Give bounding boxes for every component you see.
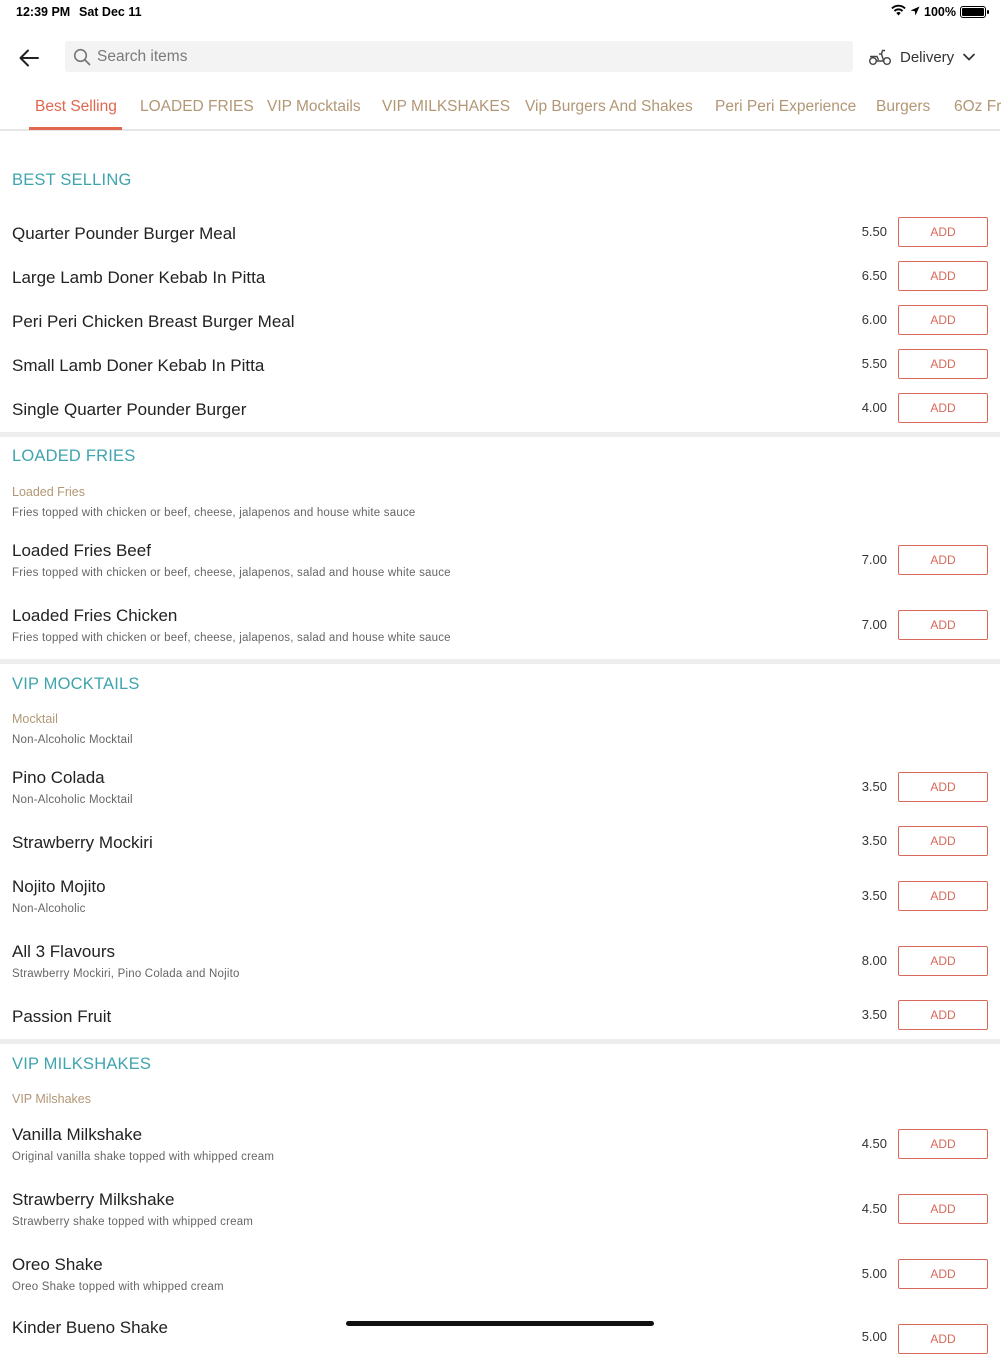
item-price: 5.00 [861, 1329, 887, 1344]
add-button[interactable]: ADD [898, 1324, 988, 1354]
delivery-selector[interactable] [868, 43, 976, 71]
back-button[interactable] [14, 43, 44, 73]
item-name[interactable]: Single Quarter Pounder Burger [12, 400, 247, 419]
status-indicators [891, 4, 986, 19]
item-price: 7.00 [861, 617, 887, 632]
item-name[interactable]: Nojito Mojito [12, 877, 106, 896]
subcategory-label: VIP Milshakes [12, 1092, 91, 1106]
status-time: 12:39 PM [16, 5, 71, 19]
item-name[interactable]: Large Lamb Doner Kebab In Pitta [12, 268, 266, 287]
delivery-label: Delivery [900, 48, 955, 66]
item-description: Strawberry shake topped with whipped cream [12, 1216, 254, 1228]
item-price: 4.50 [861, 1136, 887, 1151]
section-title-best-selling: BEST SELLING [12, 171, 132, 189]
add-button[interactable]: ADD [898, 1259, 988, 1289]
item-price: 8.00 [861, 953, 887, 968]
item-name[interactable]: Small Lamb Doner Kebab In Pitta [12, 356, 265, 375]
item-price: 4.50 [861, 1201, 887, 1216]
subcategory-label: Loaded Fries [12, 485, 85, 499]
location-arrow-icon [910, 5, 920, 19]
item-name[interactable]: Pino Colada [12, 768, 105, 787]
section-divider [0, 432, 1000, 437]
section-divider [0, 659, 1000, 664]
item-description: Non-Alcoholic Mocktail [12, 794, 133, 806]
category-tabs [0, 90, 1000, 131]
scooter-icon [868, 48, 892, 66]
item-description: Fries topped with chicken or beef, cheese, jalapenos, salad and house white sauce [12, 567, 451, 579]
item-name[interactable]: Loaded Fries Beef [12, 541, 151, 560]
item-price: 5.50 [861, 356, 887, 371]
item-price: 3.50 [861, 888, 887, 903]
item-name[interactable]: Passion Fruit [12, 1007, 112, 1026]
status-date: Sat Dec 11 [79, 5, 142, 19]
item-description: Strawberry Mockiri, Pino Colada and Nojito [12, 968, 240, 980]
tab-6oz-fries[interactable]: 6Oz Fr [954, 98, 1001, 115]
item-price: 6.50 [861, 268, 887, 283]
subcategory-label: Mocktail [12, 712, 58, 726]
item-price: 6.00 [861, 312, 887, 327]
chevron-down-icon [962, 52, 976, 62]
active-tab-indicator [29, 127, 122, 130]
subcategory-description: Fries topped with chicken or beef, cheese, jalapenos and house white sauce [12, 507, 416, 519]
item-price: 7.00 [861, 552, 887, 567]
search-icon [73, 48, 91, 66]
status-bar [0, 0, 1000, 24]
add-button[interactable]: ADD [898, 261, 988, 291]
search-bar[interactable] [65, 41, 853, 72]
item-name[interactable]: Oreo Shake [12, 1255, 103, 1274]
item-price: 3.50 [861, 779, 887, 794]
section-divider [0, 1039, 1000, 1044]
home-indicator [346, 1321, 654, 1326]
add-button[interactable]: ADD [898, 305, 988, 335]
section-title-vip-mocktails: VIP MOCKTAILS [12, 675, 140, 693]
item-name[interactable]: Quarter Pounder Burger Meal [12, 224, 236, 243]
item-name[interactable]: Strawberry Milkshake [12, 1190, 175, 1209]
item-name[interactable]: All 3 Flavours [12, 942, 115, 961]
tab-vip-burgers-and-shakes[interactable]: Vip Burgers And Shakes [525, 98, 693, 115]
add-button[interactable]: ADD [898, 349, 988, 379]
item-name[interactable]: Kinder Bueno Shake [12, 1318, 168, 1337]
item-price: 5.50 [861, 224, 887, 239]
section-title-vip-milkshakes: VIP MILKSHAKES [12, 1055, 152, 1073]
tab-vip-mocktails[interactable]: VIP Mocktails [267, 98, 361, 115]
add-button[interactable]: ADD [898, 881, 988, 911]
back-arrow-icon [19, 49, 39, 67]
item-name[interactable]: Strawberry Mockiri [12, 833, 153, 852]
wifi-icon [891, 4, 906, 19]
add-button[interactable]: ADD [898, 217, 988, 247]
add-button[interactable]: ADD [898, 393, 988, 423]
add-button[interactable]: ADD [898, 545, 988, 575]
item-name[interactable]: Vanilla Milkshake [12, 1125, 143, 1144]
tab-peri-peri-experience[interactable]: Peri Peri Experience [715, 98, 857, 115]
tab-vip-milkshakes[interactable]: VIP MILKSHAKES [382, 98, 511, 115]
tab-burgers[interactable]: Burgers [876, 98, 931, 115]
tab-best-selling[interactable]: Best Selling [35, 98, 117, 115]
battery-percent: 100% [924, 4, 956, 19]
item-name[interactable]: Loaded Fries Chicken [12, 606, 178, 625]
item-description: Non-Alcoholic [12, 903, 86, 915]
add-button[interactable]: ADD [898, 772, 988, 802]
add-button[interactable]: ADD [898, 1129, 988, 1159]
item-price: 4.00 [861, 400, 887, 415]
item-description: Fries topped with chicken or beef, cheese, jalapenos, salad and house white sauce [12, 632, 451, 644]
item-name[interactable]: Peri Peri Chicken Breast Burger Meal [12, 312, 295, 331]
item-description: Oreo Shake topped with whipped cream [12, 1281, 224, 1293]
header [0, 36, 1000, 78]
item-price: 5.00 [861, 1266, 887, 1281]
search-input[interactable] [97, 48, 797, 66]
section-title-loaded-fries: LOADED FRIES [12, 447, 136, 465]
item-price: 3.50 [861, 1007, 887, 1022]
add-button[interactable]: ADD [898, 946, 988, 976]
add-button[interactable]: ADD [898, 610, 988, 640]
add-button[interactable]: ADD [898, 826, 988, 856]
battery-icon [960, 6, 986, 18]
item-description: Original vanilla shake topped with whipped cream [12, 1151, 275, 1163]
add-button[interactable]: ADD [898, 1000, 988, 1030]
item-price: 3.50 [861, 833, 887, 848]
add-button[interactable]: ADD [898, 1194, 988, 1224]
subcategory-description: Non-Alcoholic Mocktail [12, 734, 133, 746]
tab-loaded-fries[interactable]: LOADED FRIES [140, 98, 254, 115]
